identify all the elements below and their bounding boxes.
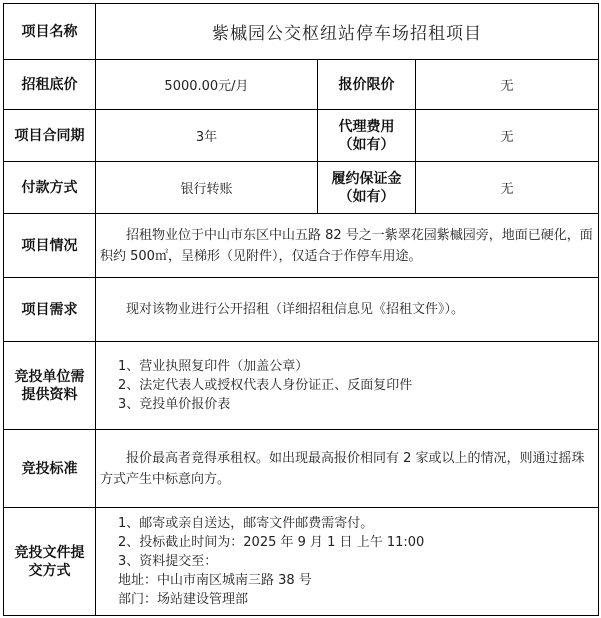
row-bid-standard (4, 430, 599, 508)
project-name-label: 项目名称 (4, 4, 96, 60)
submission-method-list (96, 508, 599, 616)
base-price-value: 5000.00元/月 (96, 60, 318, 110)
list-item: 2、法定代表人或授权代表人身份证正、反面复印件 (118, 378, 413, 393)
contract-period-label: 项目合同期 (4, 110, 96, 162)
submission-method-label: 竞投文件提交方式 (4, 508, 96, 616)
bid-standard-text: 报价最高者竟得承租权。如出现最高报价相同有 2 家或以上的情况，则通过摇珠方式产生中标意向方。 (96, 430, 599, 508)
base-price-label: 招租底价 (4, 60, 96, 110)
payment-method-value: 银行转账 (96, 162, 318, 214)
list-item: 部门：场站建设管理部 (118, 592, 249, 607)
row-contract-period (4, 110, 599, 162)
agency-fee-value: 无 (416, 110, 599, 162)
project-situation-text: 招租物业位于中山市东区中山五路 82 号之一紫翠花园紫槭园旁，地面已硬化，面积约 500㎡，呈梯形（见附件），仅适合于作停车用途。 (96, 214, 599, 278)
list-item: 1、邮寄或亲自送达，邮寄文件邮费需寄付。 (118, 516, 374, 531)
row-project-requirement (4, 278, 599, 342)
project-situation-label: 项目情况 (4, 214, 96, 278)
project-requirement-text: 现对该物业进行公开招租（详细招租信息见《招租文件》）。 (96, 278, 599, 342)
row-bidder-materials (4, 342, 599, 430)
row-base-price (4, 60, 599, 110)
list-item: 3、竞投单价报价表 (118, 397, 231, 412)
list-item: 1、营业执照复印件（加盖公章） (118, 359, 309, 374)
contract-period-value: 3年 (96, 110, 318, 162)
project-name-value: 紫槭园公交枢纽站停车场招租项目 (96, 4, 599, 60)
bid-info-form (3, 3, 598, 616)
list-item: 2、投标截止时间为：2025 年 9 月 1 日 上午 11:00 (118, 535, 425, 550)
project-requirement-label: 项目需求 (4, 278, 96, 342)
info-table (3, 3, 599, 616)
bid-standard-label: 竞投标准 (4, 430, 96, 508)
row-payment (4, 162, 599, 214)
row-project-name (4, 4, 599, 60)
agency-fee-label: 代理费用（如有） (318, 110, 416, 162)
performance-bond-label: 履约保证金（如有） (318, 162, 416, 214)
price-limit-label: 报价限价 (318, 60, 416, 110)
list-item: 地址：中山市南区城南三路 38 号 (118, 573, 312, 588)
list-item: 3、资料提交至： (118, 554, 218, 569)
price-limit-value: 无 (416, 60, 599, 110)
row-project-situation (4, 214, 599, 278)
row-submission-method (4, 508, 599, 616)
payment-method-label: 付款方式 (4, 162, 96, 214)
bidder-materials-label: 竞投单位需提供资料 (4, 342, 96, 430)
bidder-materials-list (96, 342, 599, 430)
performance-bond-value: 无 (416, 162, 599, 214)
